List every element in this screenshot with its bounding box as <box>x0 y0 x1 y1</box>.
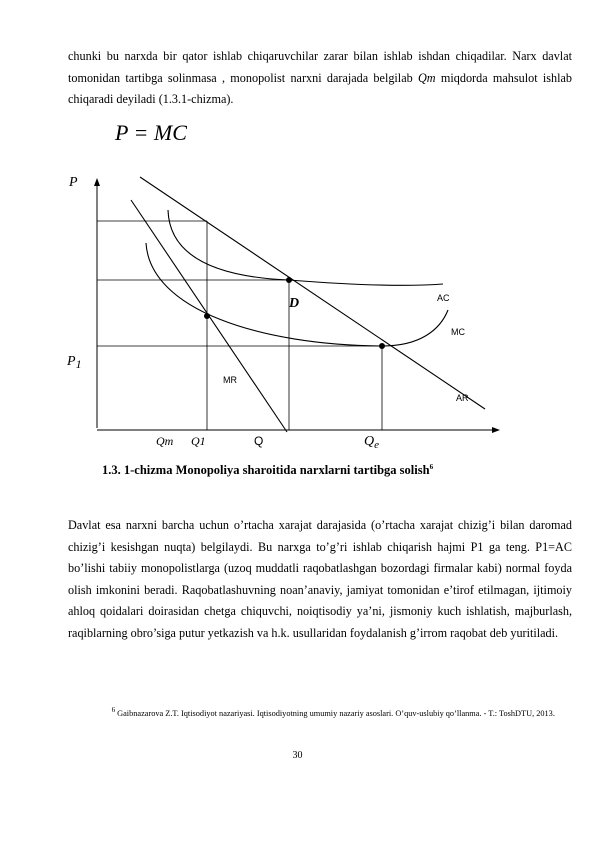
paragraph-1-text-b: miqdorda mahsulot ishlab chiqaradi deyiladi (1.3.1-chizma). <box>68 70 572 106</box>
label-qm: Qm <box>156 434 174 448</box>
footnote-ref: 6 <box>111 706 116 714</box>
ar-line <box>140 177 485 409</box>
figure-caption <box>102 463 433 478</box>
label-d: D <box>289 296 300 311</box>
page-number: 30 <box>292 750 303 761</box>
caption-text: 1.3. 1-chizma Monopoliya sharoitida narxlarni tartibga solish <box>102 463 430 478</box>
label-ac: AC <box>437 293 450 303</box>
y-axis-arrow <box>94 178 100 186</box>
equation-p-equals-mc: P = MC <box>115 120 187 145</box>
x-axis-arrow <box>492 427 500 433</box>
point-mr-mc <box>204 313 210 319</box>
monopoly-figure <box>60 160 510 460</box>
point-p1 <box>379 343 385 349</box>
paragraph-1-text-a: chunki bu narxda bir qator ishlab chiqaruvchilar zarar bilan ishlab ishdan chiqadilar. Narx davlat tomonidan tartibga solinmasa , monopolist narxni darajada belgilab <box>68 49 572 85</box>
qm-inline: Qm <box>418 70 436 85</box>
footnote-text: Gaibnazarova Z.T. Iqtisodiyot nazariyasi. Iqtisodiyotning umumiy nazariy asoslari. O’quv-uslubiy qo’llanma. - T.: ToshDTU, 2013. <box>115 708 555 718</box>
mc-curve <box>146 243 448 346</box>
label-mr: MR <box>223 375 237 385</box>
footnote <box>68 702 572 722</box>
paragraph-1 <box>68 46 572 111</box>
label-qe: $Q_e$ <box>364 434 380 451</box>
paragraph-2: Davlat esa narxni barcha uchun o’rtacha xarajat darajasida (o’rtacha xarajat chizig’i bilan daromad chizig’i kesishgan nuqta) belgilaydi. Bu narxga to’g’ri ishlab chiqarish hajmi P1 ga teng. P1=AC bo’lishi tabiiy monopolistlarga (uzoq muddatli raqobatlashgan bozordagi firmalar kabi) normal foyda olish imkonini beradi. Raqobatlashuvning noan’anaviy, jamiyat tomonidan e’tirof etilmagan, ijtimoiy ahloq qoidalari doirasidan chetga chiquvchi, noiqtisodiy ya’ni, jismoniy kuch ishlatish, majburlash, raqiblarning obro’siga putur yetkazish va h.k. usullaridan foydalanish g’irrom raqobat deb yuritiladi. <box>68 518 572 640</box>
ac-curve <box>168 210 443 285</box>
label-p1: P1 <box>67 354 82 371</box>
point-d <box>286 277 292 283</box>
label-ar: AR <box>456 393 469 403</box>
label-q1: Q1 <box>191 434 206 448</box>
label-q: Q <box>254 434 264 448</box>
label-p: P <box>69 175 78 190</box>
caption-footnote-ref: 6 <box>429 463 434 471</box>
label-mc: MC <box>451 327 465 337</box>
